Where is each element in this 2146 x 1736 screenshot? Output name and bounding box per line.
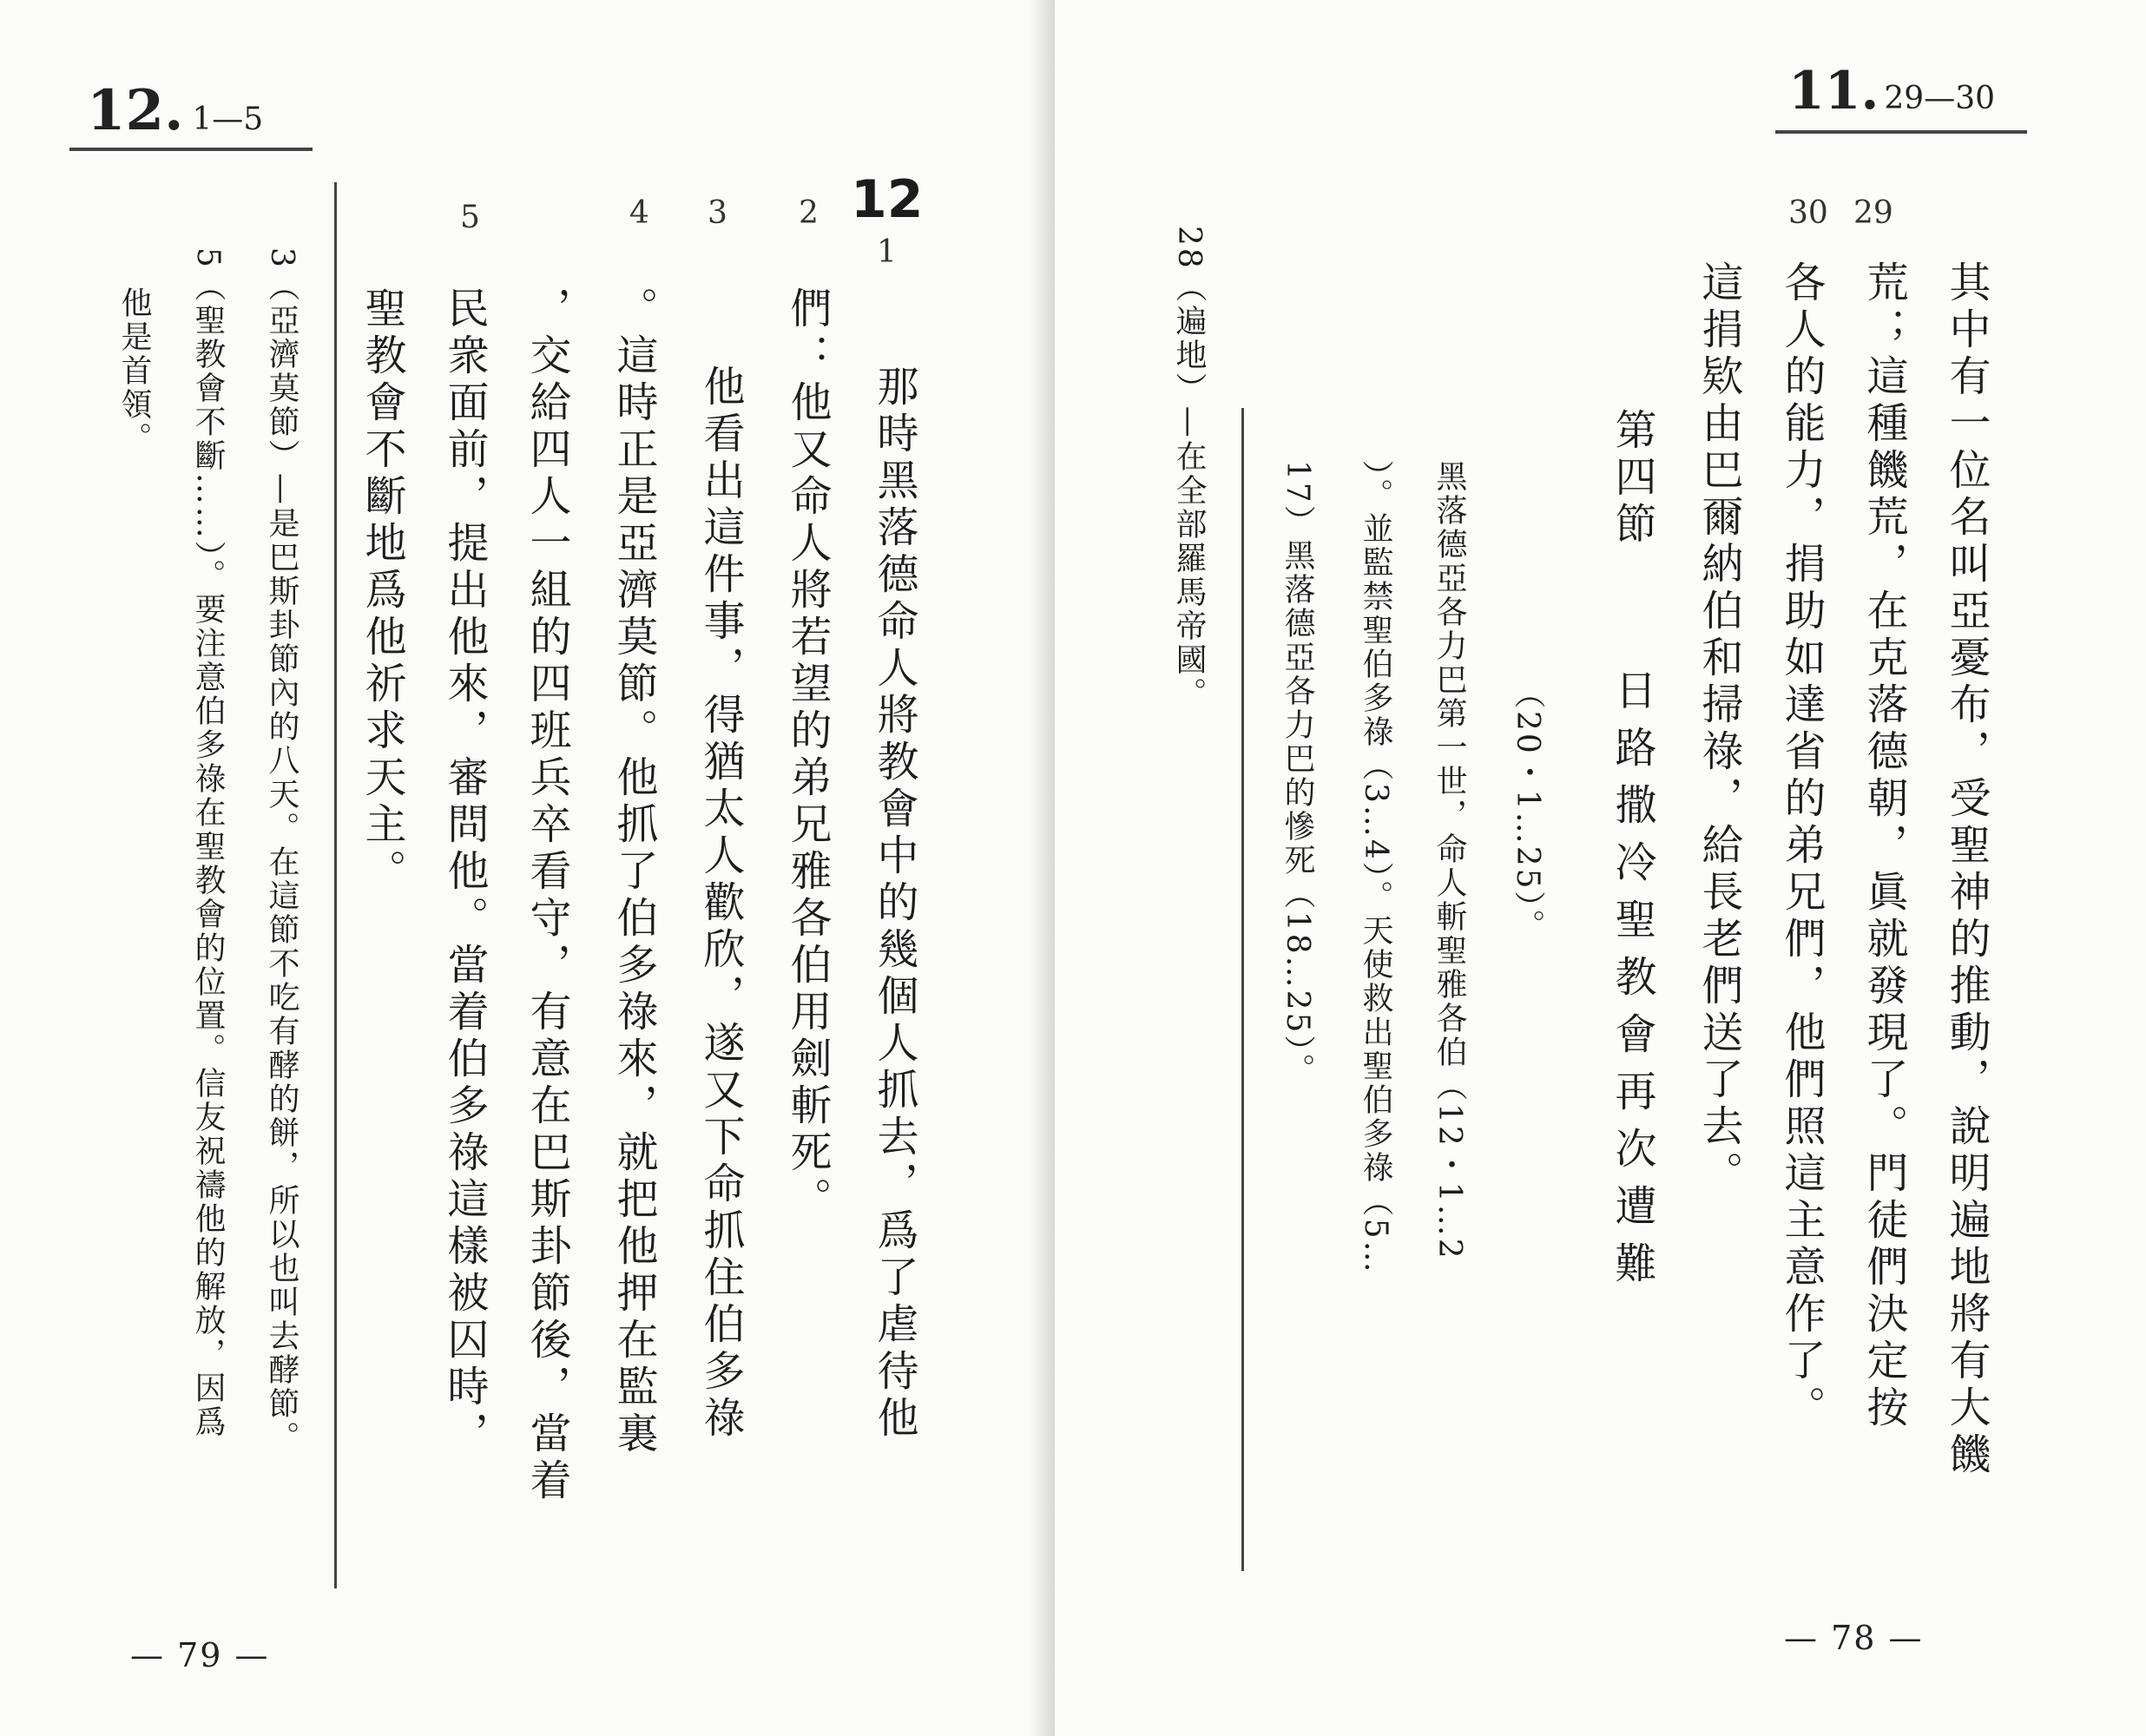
summary-line-2: ）。並監禁聖伯多祿（3…4）。天使救出聖伯多祿（5… — [1358, 460, 1393, 1275]
left-page-number: — 79 — — [130, 1636, 270, 1674]
left-header-rule — [69, 148, 313, 151]
left-note-2: 5（聖教會不斷……）。要注意伯多祿在聖教會的位置。信友祝禱他的解放，因爲 — [190, 247, 226, 1439]
verse-number-29: 29 — [1853, 195, 1893, 231]
verse-number-30: 30 — [1788, 195, 1828, 231]
right-page — [1055, 0, 2146, 1736]
left-header-chapter: 12. — [87, 78, 184, 143]
right-text-column-1: 其中有一位名叫亞憂布，受聖神的推動，說明遍地將有大饑 — [1942, 260, 1991, 1479]
right-text-column-3: 各人的能力，捐助如達省的弟兄們，他們照這主意作了。 — [1777, 260, 1826, 1432]
summary-line-1: 黑落德亞各力巴第一世，命人斬聖雅各伯（12・1…2 — [1432, 460, 1467, 1261]
right-header-chapter: 11. — [1788, 61, 1879, 122]
section-title: 日路撒冷聖教會再次遭難 — [1608, 668, 1656, 1299]
left-text-column-1: 那時黑落德命人將教會中的幾個人抓去，爲了虐待他 — [870, 365, 918, 1443]
right-note-separator — [1241, 408, 1244, 1571]
section-reference: （20・1…25）。 — [1510, 677, 1545, 944]
left-text-column-4: 。這時正是亞濟莫節。他抓了伯多祿來，就把他押在監裏 — [609, 286, 658, 1458]
left-text-column-2: 們：他又命人將若望的弟兄雅各伯用劍斬死。 — [783, 286, 832, 1224]
left-header-verses: 1—5 — [192, 102, 264, 137]
section-label: 第四節 — [1608, 408, 1656, 549]
summary-line-3: 17）黑落德亞各力巴的慘死（18…25）。 — [1280, 460, 1315, 1088]
right-note: 28（遍地）—在全部羅馬帝國。 — [1171, 226, 1207, 711]
verse-number-3: 3 — [708, 195, 727, 231]
left-text-column-6: 民衆面前，提出他來，審問他。當着伯多祿這樣被囚時， — [440, 286, 489, 1458]
left-note-3: 他是首領。 — [116, 286, 152, 456]
verse-number-2: 2 — [799, 195, 819, 231]
right-text-column-4: 這捐欵由巴爾納伯和掃祿，給長老們送了去。 — [1695, 260, 1743, 1198]
verse-number-4: 4 — [629, 195, 649, 231]
left-running-header — [87, 78, 263, 143]
left-text-column-3: 他看出這件事，得猶太人歡欣，遂又下命抓住伯多祿 — [696, 365, 745, 1443]
right-running-header — [1788, 61, 1995, 122]
right-header-rule — [1775, 130, 2027, 134]
left-page — [0, 0, 1055, 1736]
right-page-number: — 78 — — [1784, 1619, 1924, 1657]
left-text-column-7: 聖教會不斷地爲他祈求天主。 — [358, 286, 406, 896]
left-note-1: 3（亞濟莫節）—是巴斯卦節內的八天。在這節不吃有酵的餅，所以也叫去酵節。 — [264, 247, 300, 1455]
verse-number-1: 1 — [877, 234, 897, 270]
left-note-separator — [334, 182, 337, 1588]
chapter-number: 12 — [851, 169, 924, 230]
verse-number-5: 5 — [460, 200, 480, 235]
right-text-column-2: 荒；這種饑荒，在克落德朝，眞就發現了。門徒們決定按 — [1860, 260, 1908, 1432]
right-header-verses: 29—30 — [1884, 81, 1996, 116]
left-text-column-5: ，交給四人一組的四班兵卒看守，有意在巴斯卦節後，當着 — [523, 286, 571, 1505]
